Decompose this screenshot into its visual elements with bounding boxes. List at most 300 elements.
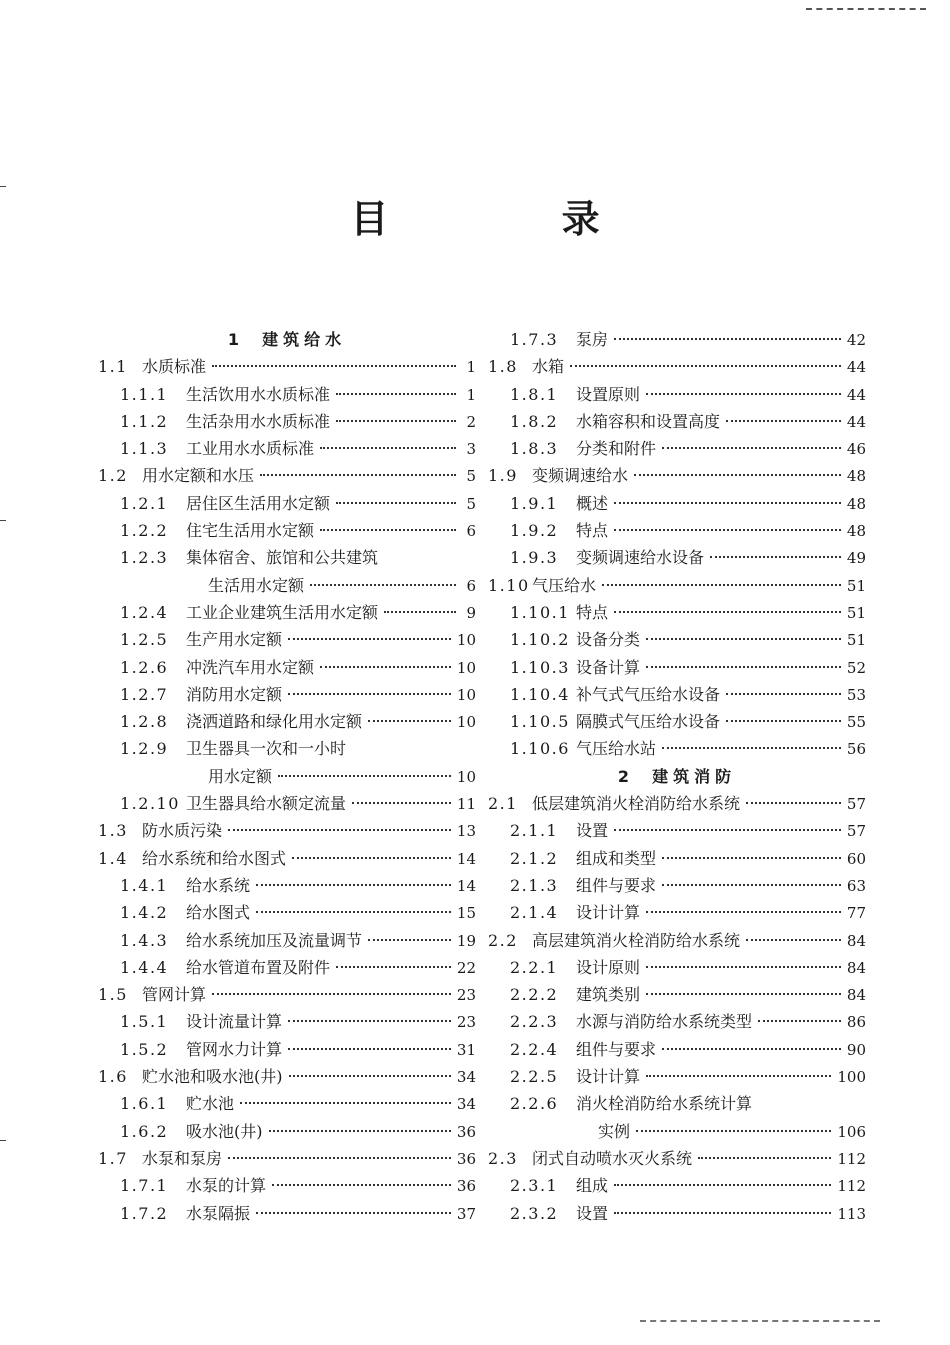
page-number: 3: [466, 440, 476, 459]
section-number: 2.2.5: [510, 1067, 559, 1087]
entry-title: 给水系统和给水图式: [142, 848, 287, 868]
page-number: 48: [846, 467, 866, 486]
dot-leader: [614, 1212, 831, 1214]
entry-title: 水泵隔振: [186, 1203, 251, 1223]
toc-chapter-heading: [98, 326, 476, 353]
entry-title: 隔膜式气压给水设备: [576, 712, 721, 732]
dot-leader: [570, 365, 841, 367]
entry-title: 给水系统: [186, 875, 251, 895]
toc-section-entry[interactable]: [488, 462, 866, 489]
section-number: 1.8.1: [510, 384, 559, 404]
toc-subsection-entry[interactable]: [98, 790, 476, 817]
section-number: 1.8.2: [510, 411, 559, 431]
page-number: 19: [456, 931, 476, 950]
section-number: 1.1: [98, 357, 128, 377]
section-number: 2.2.4: [510, 1039, 559, 1059]
page-number: 90: [846, 1040, 866, 1059]
toc-subsection-entry[interactable]: [488, 954, 866, 981]
toc-subsection-entry[interactable]: [488, 544, 866, 571]
page-number: 23: [456, 986, 476, 1005]
toc-section-entry[interactable]: [488, 1145, 866, 1172]
entry-title: 给水管道布置及附件: [186, 957, 331, 977]
toc-subsection-entry[interactable]: [488, 408, 866, 435]
entry-title: 气压给水站: [576, 739, 657, 759]
page-number: 112: [837, 1177, 866, 1196]
dot-leader: [646, 393, 841, 395]
entry-title: 水源与消防给水系统类型: [576, 1012, 753, 1032]
section-number: 1.9.2: [510, 521, 559, 541]
section-number: 1.2.9: [120, 739, 169, 759]
section-number: 1.3: [98, 821, 128, 841]
page-number: 51: [846, 603, 866, 622]
entry-title: 消防用水定额: [186, 684, 283, 704]
toc-subsection-entry[interactable]: [98, 1172, 476, 1199]
entry-title: 管网计算: [142, 985, 207, 1005]
entry-title: 消火栓消防给水系统计算: [576, 1094, 753, 1114]
entry-title: 气压给水: [532, 575, 597, 595]
entry-title: 防水质污染: [142, 821, 223, 841]
toc-subsection-entry[interactable]: [488, 1200, 866, 1227]
toc-subsection-entry[interactable]: [98, 899, 476, 926]
toc-subsection-entry[interactable]: [488, 435, 866, 462]
toc-subsection-entry[interactable]: [98, 408, 476, 435]
page-number: 49: [846, 549, 866, 568]
dot-leader: [352, 802, 451, 804]
dot-leader: [614, 611, 841, 613]
section-number: 2.2.3: [510, 1012, 559, 1032]
entry-title: 水箱: [532, 357, 565, 377]
dot-leader: [336, 502, 456, 504]
dot-leader: [272, 1184, 451, 1186]
scan-mark: [0, 1140, 6, 1141]
section-number: 2.2: [488, 930, 518, 950]
section-number: 1.6.1: [120, 1094, 169, 1114]
page-number: 44: [846, 358, 866, 377]
section-number: 1.10.5: [510, 712, 570, 732]
page-number: 10: [456, 658, 476, 677]
dot-leader: [634, 474, 841, 476]
dot-leader: [614, 529, 841, 531]
dot-leader: [228, 1157, 451, 1159]
section-number: 2.1: [488, 794, 518, 814]
dot-leader: [662, 884, 841, 886]
entry-title: 生活杂用水水质标准: [186, 411, 331, 431]
toc-section-entry[interactable]: [98, 1063, 476, 1090]
toc-subsection-entry[interactable]: [488, 981, 866, 1008]
toc-entry-continuation[interactable]: [98, 572, 476, 599]
entry-title: 生活饮用水水质标准: [186, 384, 331, 404]
page-number: 10: [456, 713, 476, 732]
section-number: 1.2.2: [120, 521, 169, 541]
page-number: 44: [846, 385, 866, 404]
entry-title: 变频调速给水: [532, 466, 629, 486]
toc-subsection-entry[interactable]: [98, 735, 476, 762]
section-number: 1.2: [98, 466, 128, 486]
toc-section-entry[interactable]: [98, 462, 476, 489]
dot-leader: [256, 911, 451, 913]
dot-leader: [646, 911, 841, 913]
toc-subsection-entry[interactable]: [488, 1036, 866, 1063]
entry-title: 组成: [576, 1176, 609, 1196]
toc-subsection-entry[interactable]: [488, 1090, 866, 1117]
dot-leader: [758, 1020, 841, 1022]
scan-artifact-bottom: [640, 1318, 880, 1322]
entry-title: 集体宿舍、旅馆和公共建筑: [186, 548, 379, 568]
page-number: 52: [846, 658, 866, 677]
section-number: 1.10.6: [510, 739, 570, 759]
page-number: 37: [456, 1204, 476, 1223]
entry-title: 水泵的计算: [186, 1176, 267, 1196]
toc-subsection-entry[interactable]: [488, 735, 866, 762]
chapter-title: 建筑消防: [652, 766, 737, 786]
dot-leader: [240, 1102, 451, 1104]
entry-title: 特点: [576, 521, 609, 541]
toc-subsection-entry[interactable]: [488, 1172, 866, 1199]
section-number: 2.3.1: [510, 1176, 559, 1196]
toc-subsection-entry[interactable]: [98, 381, 476, 408]
page-number: 56: [846, 740, 866, 759]
toc-subsection-entry[interactable]: [488, 845, 866, 872]
chapter-title: 建筑给水: [262, 330, 347, 349]
entry-title: 水箱容积和设置高度: [576, 411, 721, 431]
page-number: 51: [846, 631, 866, 650]
entry-title: 设备分类: [576, 630, 641, 650]
page-number: 6: [466, 576, 476, 595]
dot-leader: [614, 338, 841, 340]
section-number: 1.8: [488, 357, 518, 377]
dot-leader: [646, 1075, 831, 1077]
toc-subsection-entry[interactable]: [488, 1063, 866, 1090]
page-number: 10: [456, 767, 476, 786]
toc-section-entry[interactable]: [98, 817, 476, 844]
section-number: 2.1.4: [510, 903, 559, 923]
toc-subsection-entry[interactable]: [488, 626, 866, 653]
section-number: 1.9.1: [510, 493, 559, 513]
section-number: 1.7.1: [120, 1176, 169, 1196]
dot-leader: [662, 1048, 841, 1050]
entry-title: 组件与要求: [576, 875, 657, 895]
section-number: 1.10.1: [510, 602, 570, 622]
toc-subsection-entry[interactable]: [98, 681, 476, 708]
section-number: 2.2.6: [510, 1094, 559, 1114]
entry-title: 设置: [576, 821, 609, 841]
entry-title: 居住区生活用水定额: [186, 493, 331, 513]
toc-section-entry[interactable]: [488, 353, 866, 380]
toc-subsection-entry[interactable]: [98, 1118, 476, 1145]
toc-subsection-entry[interactable]: [98, 1200, 476, 1227]
page-number: 11: [456, 795, 476, 814]
dot-leader: [726, 693, 841, 695]
section-number: 1.5.2: [120, 1039, 169, 1059]
section-number: 2.2.2: [510, 985, 559, 1005]
toc-subsection-entry[interactable]: [98, 626, 476, 653]
chapter-number: 1: [227, 330, 245, 349]
toc-section-entry[interactable]: [98, 1145, 476, 1172]
page-number: 100: [837, 1068, 866, 1087]
toc-subsection-entry[interactable]: [98, 927, 476, 954]
section-number: 1.9: [488, 466, 518, 486]
section-number: 1.6.2: [120, 1121, 169, 1141]
page-number: 1: [466, 385, 476, 404]
toc-subsection-entry[interactable]: [98, 1090, 476, 1117]
page-number: 84: [846, 986, 866, 1005]
entry-title: 卫生器具一次和一小时: [186, 739, 347, 759]
page-number: 84: [846, 931, 866, 950]
dot-leader: [269, 1130, 451, 1132]
entry-title: 设置: [576, 1203, 609, 1223]
dot-leader: [228, 829, 451, 831]
toc-section-entry[interactable]: [98, 353, 476, 380]
section-number: 1.1.2: [120, 411, 169, 431]
page-number: 86: [846, 1013, 866, 1032]
dot-leader: [614, 502, 841, 504]
scan-mark: [0, 186, 6, 187]
section-number: 1.2.6: [120, 657, 169, 677]
dot-leader: [746, 802, 841, 804]
dot-leader: [646, 666, 841, 668]
section-number: 2.3: [488, 1148, 518, 1168]
toc-entry-continuation[interactable]: [98, 763, 476, 790]
page-number: 34: [456, 1068, 476, 1087]
entry-title: 贮水池: [186, 1094, 235, 1114]
dot-leader: [336, 420, 456, 422]
dot-leader: [646, 966, 841, 968]
dot-leader: [698, 1157, 831, 1159]
dot-leader: [320, 666, 451, 668]
scan-mark: [0, 520, 6, 521]
section-number: 1.4.4: [120, 957, 169, 977]
section-number: 1.2.8: [120, 712, 169, 732]
toc-subsection-entry[interactable]: [488, 708, 866, 735]
page-number: 15: [456, 904, 476, 923]
toc-section-entry[interactable]: [488, 572, 866, 599]
dot-leader: [636, 1130, 831, 1132]
dot-leader: [646, 993, 841, 995]
section-number: 1.1.1: [120, 384, 169, 404]
dot-leader: [256, 1212, 451, 1214]
page-number: 42: [846, 331, 866, 349]
dot-leader: [746, 939, 841, 941]
toc-entry-continuation[interactable]: [488, 1118, 866, 1145]
dot-leader: [384, 611, 456, 613]
dot-leader: [602, 584, 841, 586]
page-number: 1: [466, 358, 476, 377]
dot-leader: [260, 474, 456, 476]
toc-subsection-entry[interactable]: [98, 654, 476, 681]
entry-title: 生活用水定额: [208, 575, 305, 595]
dot-leader: [292, 857, 451, 859]
entry-title: 实例: [598, 1121, 631, 1141]
section-number: 1.2.10: [120, 794, 180, 814]
page-number: 36: [456, 1122, 476, 1141]
page-number: 55: [846, 713, 866, 732]
dot-leader: [614, 1184, 831, 1186]
page-number: 5: [466, 467, 476, 486]
toc-subsection-entry[interactable]: [98, 708, 476, 735]
toc-subsection-entry[interactable]: [98, 517, 476, 544]
entry-title: 建筑类别: [576, 985, 641, 1005]
entry-title: 高层建筑消火栓消防给水系统: [532, 930, 741, 950]
dot-leader: [288, 1020, 451, 1022]
toc-subsection-entry[interactable]: [98, 544, 476, 571]
section-number: 2.3.2: [510, 1203, 559, 1223]
dot-leader: [310, 584, 456, 586]
dot-leader: [614, 829, 841, 831]
dot-leader: [212, 993, 451, 995]
page-number: 77: [846, 904, 866, 923]
page-number: 10: [456, 631, 476, 650]
entry-title: 给水图式: [186, 903, 251, 923]
toc-right-column: [488, 326, 866, 1227]
page-number: 48: [846, 494, 866, 513]
entry-title: 设置原则: [576, 384, 641, 404]
dot-leader: [212, 365, 456, 367]
entry-title: 组成和类型: [576, 848, 657, 868]
toc-subsection-entry[interactable]: [488, 899, 866, 926]
page-number: 14: [456, 849, 476, 868]
toc-subsection-entry[interactable]: [98, 599, 476, 626]
section-number: 1.2.4: [120, 602, 169, 622]
page-number: 57: [846, 795, 866, 814]
page-number: 36: [456, 1177, 476, 1196]
dot-leader: [336, 966, 451, 968]
page-number: 113: [837, 1204, 866, 1223]
page-number: 31: [456, 1040, 476, 1059]
toc-section-entry[interactable]: [98, 845, 476, 872]
toc-left-column: [98, 326, 476, 1227]
page-number: 106: [837, 1122, 866, 1141]
page-number: 51: [846, 576, 866, 595]
toc-subsection-entry[interactable]: [488, 1008, 866, 1035]
toc-subsection-entry[interactable]: [98, 1008, 476, 1035]
dot-leader: [256, 884, 451, 886]
dot-leader: [336, 393, 456, 395]
section-number: 2.2.1: [510, 957, 559, 977]
dot-leader: [288, 693, 451, 695]
dot-leader: [320, 447, 456, 449]
entry-title: 分类和附件: [576, 439, 657, 459]
toc-section-entry[interactable]: [488, 927, 866, 954]
dot-leader: [278, 775, 451, 777]
page-number: 63: [846, 876, 866, 895]
toc-subsection-entry[interactable]: [488, 681, 866, 708]
section-number: 1.9.3: [510, 548, 559, 568]
entry-title: 吸水池(井): [186, 1121, 263, 1141]
section-number: 1.2.7: [120, 684, 169, 704]
toc-subsection-entry[interactable]: [488, 817, 866, 844]
toc-subsection-entry[interactable]: [98, 435, 476, 462]
chapter-number: 2: [617, 766, 635, 786]
entry-title: 变频调速给水设备: [576, 548, 705, 568]
toc-subsection-entry[interactable]: [98, 872, 476, 899]
section-number: 1.7.3: [510, 330, 559, 349]
page-number: 23: [456, 1013, 476, 1032]
entry-title: 设计计算: [576, 1067, 641, 1087]
dot-leader: [368, 939, 451, 941]
dot-leader: [288, 1048, 451, 1050]
page-number: 13: [456, 822, 476, 841]
toc-subsection-entry[interactable]: [488, 326, 866, 353]
section-number: 1.2.3: [120, 548, 169, 568]
section-number: 1.7: [98, 1148, 128, 1168]
toc-subsection-entry[interactable]: [98, 954, 476, 981]
dot-leader: [662, 747, 841, 749]
dot-leader: [710, 556, 841, 558]
toc-subsection-entry[interactable]: [488, 654, 866, 681]
entry-title: 冲洗汽车用水定额: [186, 657, 315, 677]
entry-title: 工业用水水质标准: [186, 439, 315, 459]
toc-subsection-entry[interactable]: [488, 381, 866, 408]
entry-title: 设计流量计算: [186, 1012, 283, 1032]
section-number: 1.7.2: [120, 1203, 169, 1223]
page-number: 57: [846, 822, 866, 841]
entry-title: 水泵和泵房: [142, 1148, 223, 1168]
dot-leader: [726, 420, 841, 422]
dot-leader: [726, 720, 841, 722]
section-number: 1.5: [98, 985, 128, 1005]
entry-title: 住宅生活用水定额: [186, 521, 315, 541]
page-number: 5: [466, 494, 476, 513]
entry-title: 设计原则: [576, 957, 641, 977]
section-number: 1.4.1: [120, 875, 169, 895]
toc-subsection-entry[interactable]: [488, 490, 866, 517]
section-number: 1.10.2: [510, 630, 570, 650]
entry-title: 概述: [576, 493, 609, 513]
page-number: 22: [456, 958, 476, 977]
dot-leader: [662, 447, 841, 449]
page-number: 60: [846, 849, 866, 868]
page-number: 84: [846, 958, 866, 977]
dot-leader: [289, 1075, 451, 1077]
toc-section-entry[interactable]: [488, 790, 866, 817]
page-number: 14: [456, 876, 476, 895]
section-number: 1.4.3: [120, 930, 169, 950]
dot-leader: [646, 638, 841, 640]
page-number: 34: [456, 1095, 476, 1114]
section-number: 1.2.1: [120, 493, 169, 513]
dot-leader: [368, 720, 451, 722]
toc-section-entry[interactable]: [98, 981, 476, 1008]
entry-title: 管网水力计算: [186, 1039, 283, 1059]
section-number: 1.10.3: [510, 657, 570, 677]
page-number: 44: [846, 412, 866, 431]
toc-subsection-entry[interactable]: [488, 599, 866, 626]
toc-subsection-entry[interactable]: [488, 517, 866, 544]
toc-subsection-entry[interactable]: [98, 1036, 476, 1063]
entry-title: 设备计算: [576, 657, 641, 677]
page-number: 2: [466, 412, 476, 431]
entry-title: 卫生器具给水额定流量: [186, 794, 347, 814]
entry-title: 水质标准: [142, 357, 207, 377]
entry-title: 设计计算: [576, 903, 641, 923]
entry-title: 工业企业建筑生活用水定额: [186, 602, 379, 622]
section-number: 1.10: [488, 575, 530, 595]
page-number: 6: [466, 522, 476, 541]
entry-title: 泵房: [576, 330, 609, 349]
toc-chapter-heading: [488, 763, 866, 790]
entry-title: 补气式气压给水设备: [576, 684, 721, 704]
page-number: 112: [837, 1149, 866, 1168]
section-number: 1.4: [98, 848, 128, 868]
section-number: 1.6: [98, 1067, 128, 1087]
entry-title: 低层建筑消火栓消防给水系统: [532, 794, 741, 814]
toc-subsection-entry[interactable]: [98, 490, 476, 517]
page-number: 46: [846, 440, 866, 459]
entry-title: 组件与要求: [576, 1039, 657, 1059]
entry-title: 用水定额和水压: [142, 466, 255, 486]
scan-artifact-top: [806, 4, 926, 10]
toc-subsection-entry[interactable]: [488, 872, 866, 899]
